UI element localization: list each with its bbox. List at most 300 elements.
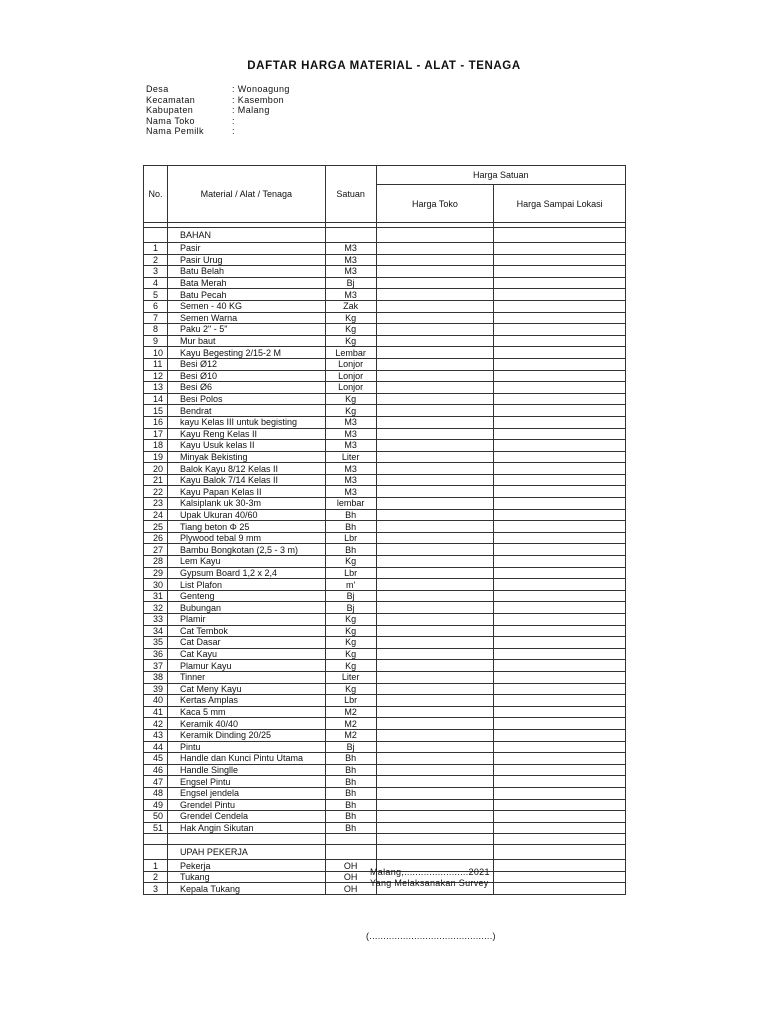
table-row <box>144 405 626 417</box>
harga-toko-cell <box>376 300 494 312</box>
harga-toko-cell <box>376 660 494 672</box>
item-unit: M3 <box>325 486 376 498</box>
table-row <box>144 590 626 602</box>
harga-toko-cell <box>376 428 494 440</box>
harga-toko-cell <box>376 532 494 544</box>
item-name: Plamir <box>167 614 325 626</box>
header-material: Material / Alat / Tenaga <box>167 166 325 223</box>
item-unit: OH <box>325 871 376 883</box>
harga-sampai-lokasi-cell <box>494 486 626 498</box>
table-row <box>144 718 626 730</box>
harga-sampai-lokasi-cell <box>494 254 626 266</box>
info-value: : Malang <box>232 105 270 116</box>
item-name: Grendel Cendela <box>167 811 325 823</box>
harga-sampai-lokasi-cell <box>494 683 626 695</box>
empty-row <box>144 834 626 845</box>
harga-toko-cell <box>376 648 494 660</box>
harga-toko-cell <box>376 741 494 753</box>
info-row-desa <box>146 84 290 95</box>
header-harga-toko: Harga Toko <box>376 185 494 223</box>
harga-sampai-lokasi-cell <box>494 883 626 895</box>
signature-name-line: (............................................) <box>366 931 496 941</box>
harga-toko-cell <box>376 347 494 359</box>
item-name: Pasir Urug <box>167 254 325 266</box>
item-name: Kepala Tukang <box>167 883 325 895</box>
item-name: kayu Kelas III untuk begisting <box>167 416 325 428</box>
info-label: Kecamatan <box>146 94 196 105</box>
harga-toko-cell <box>376 509 494 521</box>
item-name: Handle dan Kunci Pintu Utama <box>167 753 325 765</box>
harga-toko-cell <box>376 822 494 834</box>
table-row <box>144 289 626 301</box>
harga-toko-cell <box>376 799 494 811</box>
item-name: Grendel Pintu <box>167 799 325 811</box>
item-unit: Bh <box>325 753 376 765</box>
item-name: Balok Kayu 8/12 Kelas II <box>167 463 325 475</box>
item-no: 23 <box>144 498 168 510</box>
section-title: UPAH PEKERJA <box>167 845 325 860</box>
harga-sampai-lokasi-cell <box>494 671 626 683</box>
item-name: Cat Kayu <box>167 648 325 660</box>
empty-cell <box>325 834 376 845</box>
item-name: Kayu Usuk kelas II <box>167 440 325 452</box>
harga-sampai-lokasi-cell <box>494 324 626 336</box>
item-name: Kertas Amplas <box>167 695 325 707</box>
table-row <box>144 347 626 359</box>
empty-cell <box>144 834 168 845</box>
item-unit: Liter <box>325 671 376 683</box>
harga-toko-cell <box>376 556 494 568</box>
section-row <box>144 845 626 860</box>
harga-toko-cell <box>376 567 494 579</box>
info-row-nama-toko <box>146 116 290 127</box>
harga-toko-cell <box>376 590 494 602</box>
harga-toko-cell <box>376 637 494 649</box>
item-unit: Kg <box>325 648 376 660</box>
table-row <box>144 579 626 591</box>
harga-toko-cell <box>376 486 494 498</box>
table-row <box>144 266 626 278</box>
harga-sampai-lokasi-cell <box>494 370 626 382</box>
item-unit: M3 <box>325 474 376 486</box>
item-name: Keramik 40/40 <box>167 718 325 730</box>
harga-sampai-lokasi-cell <box>494 474 626 486</box>
table-row <box>144 300 626 312</box>
harga-sampai-lokasi-cell <box>494 764 626 776</box>
harga-toko-cell <box>376 544 494 556</box>
harga-sampai-lokasi-cell <box>494 393 626 405</box>
table-row <box>144 648 626 660</box>
item-unit: M3 <box>325 463 376 475</box>
item-name: Batu Pecah <box>167 289 325 301</box>
harga-toko-cell <box>376 266 494 278</box>
item-name: Pasir <box>167 243 325 255</box>
harga-toko-cell <box>376 289 494 301</box>
harga-toko-cell <box>376 729 494 741</box>
table-row <box>144 416 626 428</box>
harga-toko-cell <box>376 695 494 707</box>
harga-toko-cell <box>376 764 494 776</box>
item-no: 35 <box>144 637 168 649</box>
item-no: 40 <box>144 695 168 707</box>
item-name: Cat Meny Kayu <box>167 683 325 695</box>
table-row <box>144 660 626 672</box>
item-no: 21 <box>144 474 168 486</box>
item-no: 11 <box>144 358 168 370</box>
table-row <box>144 822 626 834</box>
item-no: 45 <box>144 753 168 765</box>
item-no: 38 <box>144 671 168 683</box>
table-row <box>144 451 626 463</box>
harga-sampai-lokasi-cell <box>494 335 626 347</box>
item-unit: Kg <box>325 312 376 324</box>
table-row <box>144 358 626 370</box>
header-harga-satuan: Harga Satuan <box>376 166 625 185</box>
harga-sampai-lokasi-cell <box>494 521 626 533</box>
harga-sampai-lokasi-cell <box>494 509 626 521</box>
item-no: 41 <box>144 706 168 718</box>
harga-toko-cell <box>376 579 494 591</box>
table-row <box>144 312 626 324</box>
item-no: 43 <box>144 729 168 741</box>
item-name: Kalsiplank uk 30-3m <box>167 498 325 510</box>
harga-toko-cell <box>376 254 494 266</box>
harga-sampai-lokasi-cell <box>494 822 626 834</box>
item-no: 7 <box>144 312 168 324</box>
info-value: : <box>232 115 235 126</box>
harga-sampai-lokasi-cell <box>494 787 626 799</box>
table-row <box>144 440 626 452</box>
empty-cell <box>167 834 325 845</box>
harga-toko-cell <box>376 324 494 336</box>
harga-sampai-lokasi-cell <box>494 871 626 883</box>
item-unit: Bh <box>325 544 376 556</box>
harga-toko-cell <box>376 718 494 730</box>
harga-sampai-lokasi-cell <box>494 729 626 741</box>
item-unit: M3 <box>325 243 376 255</box>
harga-toko-cell <box>376 474 494 486</box>
table-row <box>144 637 626 649</box>
harga-sampai-lokasi-cell <box>494 300 626 312</box>
item-no: 47 <box>144 776 168 788</box>
harga-sampai-lokasi-cell <box>494 347 626 359</box>
harga-sampai-lokasi-cell <box>494 358 626 370</box>
table-row <box>144 532 626 544</box>
item-unit: Liter <box>325 451 376 463</box>
item-name: Tukang <box>167 871 325 883</box>
harga-sampai-lokasi-cell <box>494 532 626 544</box>
item-name: Genteng <box>167 590 325 602</box>
harga-toko-cell <box>376 614 494 626</box>
item-unit: Bh <box>325 787 376 799</box>
item-unit: M2 <box>325 729 376 741</box>
info-label: Nama Toko <box>146 115 195 126</box>
item-unit: M3 <box>325 428 376 440</box>
item-unit: OH <box>325 883 376 895</box>
section-row <box>144 228 626 243</box>
item-unit: Lbr <box>325 695 376 707</box>
harga-toko-cell <box>376 602 494 614</box>
item-no: 22 <box>144 486 168 498</box>
item-no: 33 <box>144 614 168 626</box>
harga-toko-cell <box>376 671 494 683</box>
item-unit: Bh <box>325 776 376 788</box>
signature-place-date: Malang,.......................2021 <box>370 867 490 877</box>
harga-toko-cell <box>376 393 494 405</box>
table-row <box>144 764 626 776</box>
item-unit: m' <box>325 579 376 591</box>
harga-sampai-lokasi-cell <box>494 428 626 440</box>
header-no: No. <box>144 166 168 223</box>
item-unit: Kg <box>325 556 376 568</box>
item-no: 28 <box>144 556 168 568</box>
harga-toko-cell <box>376 776 494 788</box>
harga-sampai-lokasi-cell <box>494 556 626 568</box>
harga-toko-cell <box>376 228 494 243</box>
item-no: 50 <box>144 811 168 823</box>
item-name: Kayu Begesting 2/15-2 M <box>167 347 325 359</box>
item-no: 46 <box>144 764 168 776</box>
item-no: 19 <box>144 451 168 463</box>
table-row <box>144 776 626 788</box>
item-unit: M3 <box>325 440 376 452</box>
item-unit: Zak <box>325 300 376 312</box>
harga-sampai-lokasi-cell <box>494 776 626 788</box>
item-no: 51 <box>144 822 168 834</box>
item-no: 4 <box>144 277 168 289</box>
harga-sampai-lokasi-cell <box>494 695 626 707</box>
table-row <box>144 556 626 568</box>
item-unit: Bh <box>325 811 376 823</box>
table-row <box>144 811 626 823</box>
item-name: Handle Singlle <box>167 764 325 776</box>
info-label: Kabupaten <box>146 105 194 116</box>
table-row <box>144 706 626 718</box>
item-no: 49 <box>144 799 168 811</box>
table-row <box>144 683 626 695</box>
harga-sampai-lokasi-cell <box>494 718 626 730</box>
harga-toko-cell <box>376 358 494 370</box>
item-name: Besi Ø10 <box>167 370 325 382</box>
item-unit: Bj <box>325 590 376 602</box>
harga-sampai-lokasi-cell <box>494 660 626 672</box>
info-value: : <box>232 126 235 137</box>
item-unit: Lembar <box>325 347 376 359</box>
item-unit: Kg <box>325 683 376 695</box>
table-row <box>144 335 626 347</box>
harga-toko-cell <box>376 335 494 347</box>
item-unit: M2 <box>325 718 376 730</box>
table-row <box>144 243 626 255</box>
item-unit: Bj <box>325 277 376 289</box>
table-row <box>144 509 626 521</box>
table-row <box>144 382 626 394</box>
item-unit: Kg <box>325 614 376 626</box>
item-unit: Lbr <box>325 567 376 579</box>
item-no: 5 <box>144 289 168 301</box>
harga-sampai-lokasi-cell <box>494 382 626 394</box>
table-row <box>144 254 626 266</box>
item-unit: OH <box>325 860 376 872</box>
harga-toko-cell <box>376 243 494 255</box>
harga-toko-cell <box>376 787 494 799</box>
item-no: 3 <box>144 266 168 278</box>
item-name: Kayu Balok 7/14 Kelas II <box>167 474 325 486</box>
item-no: 18 <box>144 440 168 452</box>
harga-sampai-lokasi-cell <box>494 277 626 289</box>
item-no: 29 <box>144 567 168 579</box>
info-row-nama-pemilik <box>146 126 290 137</box>
item-unit: M2 <box>325 706 376 718</box>
item-name: Mur baut <box>167 335 325 347</box>
harga-sampai-lokasi-cell <box>494 440 626 452</box>
harga-toko-cell <box>376 625 494 637</box>
item-no: 6 <box>144 300 168 312</box>
item-name: Gypsum Board 1,2 x 2,4 <box>167 567 325 579</box>
item-name: Keramik Dinding 20/25 <box>167 729 325 741</box>
harga-sampai-lokasi-cell <box>494 614 626 626</box>
item-no: 1 <box>144 860 168 872</box>
item-no: 17 <box>144 428 168 440</box>
harga-toko-cell <box>376 811 494 823</box>
harga-sampai-lokasi-cell <box>494 289 626 301</box>
item-unit: Bj <box>325 741 376 753</box>
item-unit: M3 <box>325 416 376 428</box>
item-unit: Lonjor <box>325 358 376 370</box>
item-name: Minyak Bekisting <box>167 451 325 463</box>
table-row <box>144 799 626 811</box>
harga-toko-cell <box>376 370 494 382</box>
table-row <box>144 324 626 336</box>
harga-toko-cell <box>376 277 494 289</box>
harga-sampai-lokasi-cell <box>494 498 626 510</box>
item-no: 27 <box>144 544 168 556</box>
info-label: Nama Pemilk <box>146 126 204 137</box>
item-unit: Bh <box>325 509 376 521</box>
item-no: 10 <box>144 347 168 359</box>
harga-sampai-lokasi-cell <box>494 266 626 278</box>
harga-toko-cell <box>376 440 494 452</box>
item-unit: Kg <box>325 393 376 405</box>
section-no-cell <box>144 845 168 860</box>
item-no: 25 <box>144 521 168 533</box>
item-name: Upak Ukuran 40/60 <box>167 509 325 521</box>
harga-sampai-lokasi-cell <box>494 451 626 463</box>
item-name: Engsel Pintu <box>167 776 325 788</box>
item-no: 3 <box>144 883 168 895</box>
table-row <box>144 602 626 614</box>
item-no: 8 <box>144 324 168 336</box>
item-name: Plywood tebal 9 mm <box>167 532 325 544</box>
item-no: 34 <box>144 625 168 637</box>
harga-sampai-lokasi-cell <box>494 243 626 255</box>
item-name: List Plafon <box>167 579 325 591</box>
harga-toko-cell <box>376 463 494 475</box>
item-unit: M3 <box>325 266 376 278</box>
table-row <box>144 498 626 510</box>
item-no: 14 <box>144 393 168 405</box>
item-name: Besi Polos <box>167 393 325 405</box>
table-row <box>144 277 626 289</box>
item-no: 16 <box>144 416 168 428</box>
harga-toko-cell <box>376 683 494 695</box>
item-unit: M3 <box>325 254 376 266</box>
item-name: Pekerja <box>167 860 325 872</box>
harga-sampai-lokasi-cell <box>494 799 626 811</box>
header-harga-sampai-lokasi: Harga Sampai Lokasi <box>494 185 626 223</box>
table-row <box>144 753 626 765</box>
item-name: Hak Angin Sikutan <box>167 822 325 834</box>
table-row <box>144 787 626 799</box>
harga-toko-cell <box>376 312 494 324</box>
harga-sampai-lokasi-cell <box>494 637 626 649</box>
item-name: Lem Kayu <box>167 556 325 568</box>
harga-toko-cell <box>376 382 494 394</box>
harga-sampai-lokasi-cell <box>494 228 626 243</box>
harga-toko-cell <box>376 521 494 533</box>
item-name: Besi Ø6 <box>167 382 325 394</box>
harga-sampai-lokasi-cell <box>494 648 626 660</box>
item-no: 24 <box>144 509 168 521</box>
item-name: Bubungan <box>167 602 325 614</box>
item-no: 2 <box>144 254 168 266</box>
table-row <box>144 671 626 683</box>
table-row <box>144 463 626 475</box>
item-name: Kaca 5 mm <box>167 706 325 718</box>
item-unit: Kg <box>325 637 376 649</box>
item-name: Kayu Papan Kelas II <box>167 486 325 498</box>
item-unit: Lonjor <box>325 370 376 382</box>
item-unit: lembar <box>325 498 376 510</box>
item-no: 31 <box>144 590 168 602</box>
item-name: Bendrat <box>167 405 325 417</box>
location-info <box>146 84 290 137</box>
item-no: 39 <box>144 683 168 695</box>
harga-sampai-lokasi-cell <box>494 753 626 765</box>
item-no: 9 <box>144 335 168 347</box>
item-no: 42 <box>144 718 168 730</box>
harga-toko-cell <box>376 753 494 765</box>
table-row <box>144 393 626 405</box>
item-name: Plamur Kayu <box>167 660 325 672</box>
harga-sampai-lokasi-cell <box>494 405 626 417</box>
harga-sampai-lokasi-cell <box>494 811 626 823</box>
info-row-kecamatan <box>146 95 290 106</box>
table-row <box>144 370 626 382</box>
item-unit: Kg <box>325 324 376 336</box>
item-name: Cat Tembok <box>167 625 325 637</box>
item-no: 13 <box>144 382 168 394</box>
item-unit: Bj <box>325 602 376 614</box>
item-unit: Kg <box>325 625 376 637</box>
info-value: : Kasembon <box>232 94 285 105</box>
item-no: 30 <box>144 579 168 591</box>
item-name: Pintu <box>167 741 325 753</box>
section-no-cell <box>144 228 168 243</box>
document-title: DAFTAR HARGA MATERIAL - ALAT - TENAGA <box>247 60 521 72</box>
table-row <box>144 614 626 626</box>
item-no: 15 <box>144 405 168 417</box>
item-no: 37 <box>144 660 168 672</box>
table-row <box>144 521 626 533</box>
item-name: Tiang beton Φ 25 <box>167 521 325 533</box>
item-name: Semen - 40 KG <box>167 300 325 312</box>
empty-cell <box>494 834 626 845</box>
item-unit: Kg <box>325 405 376 417</box>
harga-sampai-lokasi-cell <box>494 625 626 637</box>
table-row <box>144 474 626 486</box>
empty-cell <box>376 834 494 845</box>
